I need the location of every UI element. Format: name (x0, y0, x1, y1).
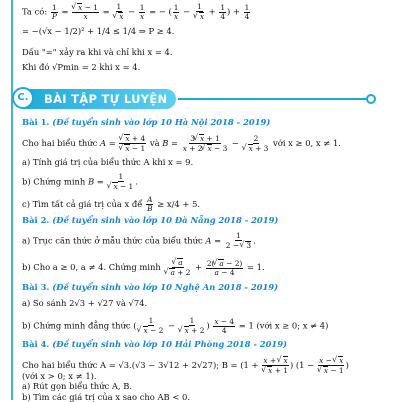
bai2-part-b: b) Cho a ≥ 0, a ≠ 4. Chứng minh √ a √ a + 2 + $\frac{2(√ a - 2)}{a - 4}$ = 1. (22, 258, 265, 277)
bai2-a-prefix: a) Trục căn thức ở mẫu thức của biểu thức (22, 235, 203, 246)
proof-prefix: Ta có: (22, 6, 48, 17)
bai2-label: Bài 2. (22, 215, 50, 225)
bai3-label: Bài 3. (22, 282, 50, 292)
bai1-c-prefix: c) Tìm tất cả giá trị của x để (22, 199, 143, 209)
bai3-b-suffix: = 1 (với x ≥ 0; x ≠ 4) (238, 320, 329, 331)
bai4-part-a: a) Rút gọn biểu thức A, B. (22, 381, 133, 391)
section-title: BÀI TẬP TỰ LUYỆN (44, 92, 168, 106)
bai1-source: (Đề tuyển sinh vào lớp 10 Hà Nội 2018 - 2019) (52, 117, 271, 127)
bai4-source: (Đề tuyển sinh vào lớp 10 Hải Phòng 2018 - 2019) (52, 339, 288, 349)
bai2-b-suffix: = 1. (246, 262, 265, 272)
bai1-label: Bài 1. (22, 117, 50, 127)
bai4-intro: Cho hai biểu thức A = √3.(√3 − 3√12 + 2√27); B = (22, 360, 238, 370)
bai1-condition: với x ≥ 0, x ≠ 1. (273, 138, 341, 148)
bai1-heading (22, 117, 270, 127)
bai1-b-prefix: b) Chứng minh (22, 176, 86, 187)
bai4-condition: (với x > 0; x ≠ 1). (22, 371, 97, 381)
banner-end-dot (366, 94, 376, 104)
proof-line-3: Dấu "=" xảy ra khi và chỉ khi x = 4. (22, 47, 173, 57)
section-banner (16, 89, 386, 109)
proof-line-2: = −(√x − 1/2)² + 1/4 ≤ 1/4 ⇒ P ≥ 4. (22, 26, 175, 36)
bai1-expressions: Cho hai biểu thức A = √ x + 4 √ x − 1 và B = $\frac{3√ x + 1}{x + 2√ x - 3}$ − 2 √ x + 3 với x ≥ 0, x ≠ 1. (22, 134, 341, 153)
proof-line-4: Khi đó √Pmin = 2 khi x = 4. (22, 62, 141, 72)
banner-rule (178, 98, 368, 100)
bai2-b-prefix: b) Cho a ≥ 0, a ≠ 4. Chứng minh (22, 262, 161, 272)
bai1-part-b: b) Chứng minh B = 1 √ x − 1 . (22, 173, 138, 191)
bai4-part-b: b) Tìm các giá trị của x sao cho AB < 0. (22, 392, 191, 402)
bai3-part-a: a) So sánh 2√3 + √27 và √74. (22, 298, 148, 308)
bai2-source: (Đề tuyển sinh vào lớp 10 Đà Nẵng 2018 - 2019) (52, 215, 279, 225)
bai1-part-c: c) Tìm tất cả giá trị của x để $\frac{A}{B}$ ≥ x/4 + 5. (22, 195, 201, 213)
bai3-part-b: b) Chứng minh đẳng thức ( 1 √ x − 2 − 1 √ x + 2 ) $\frac{x - 4}{4}$ = 1 (với x ≥ 0; x ≠ 4) (22, 317, 328, 335)
bai1-c-suffix: ≥ x/4 + 5. (157, 199, 201, 209)
proof-line-1: Ta có: $\frac{1}{P}$ = √ $\frac{x - 1}{x}$ = 1 √ x − $\frac{1}{x}$ = − ( $\frac{1}{x}$ − 1 √ x + $\frac{1}{4}$ ) + $\frac{1}{4}$ (22, 3, 251, 21)
bai4-heading (22, 339, 287, 349)
section-letter-badge: C. (12, 87, 34, 109)
bai3-b-prefix: b) Chứng minh đẳng thức (22, 320, 131, 331)
bai1-part-a: a) Tính giá trị của biểu thức A khi x = 9. (22, 157, 194, 167)
bai3-source: (Đề tuyển sinh vào lớp 10 Nghệ An 2018 - 2019) (52, 282, 279, 292)
bai2-part-a: a) Trục căn thức ở mẫu thức của biểu thức A = $\frac{1}{2 - √ 3}$ . (22, 232, 256, 250)
bai4-expressions: Cho hai biểu thức A = √3.(√3 − 3√12 + 2√27); B = (1 + x + √ x √ x + 1 ) (1 − x − √ x √ x − 1 ) (22, 356, 349, 375)
bai3-heading (22, 282, 278, 292)
bai4-label: Bài 4. (22, 339, 50, 349)
left-margin-rule (11, 0, 13, 400)
bai1-intro: Cho hai biểu thức (22, 138, 98, 148)
bai2-heading (22, 215, 278, 225)
